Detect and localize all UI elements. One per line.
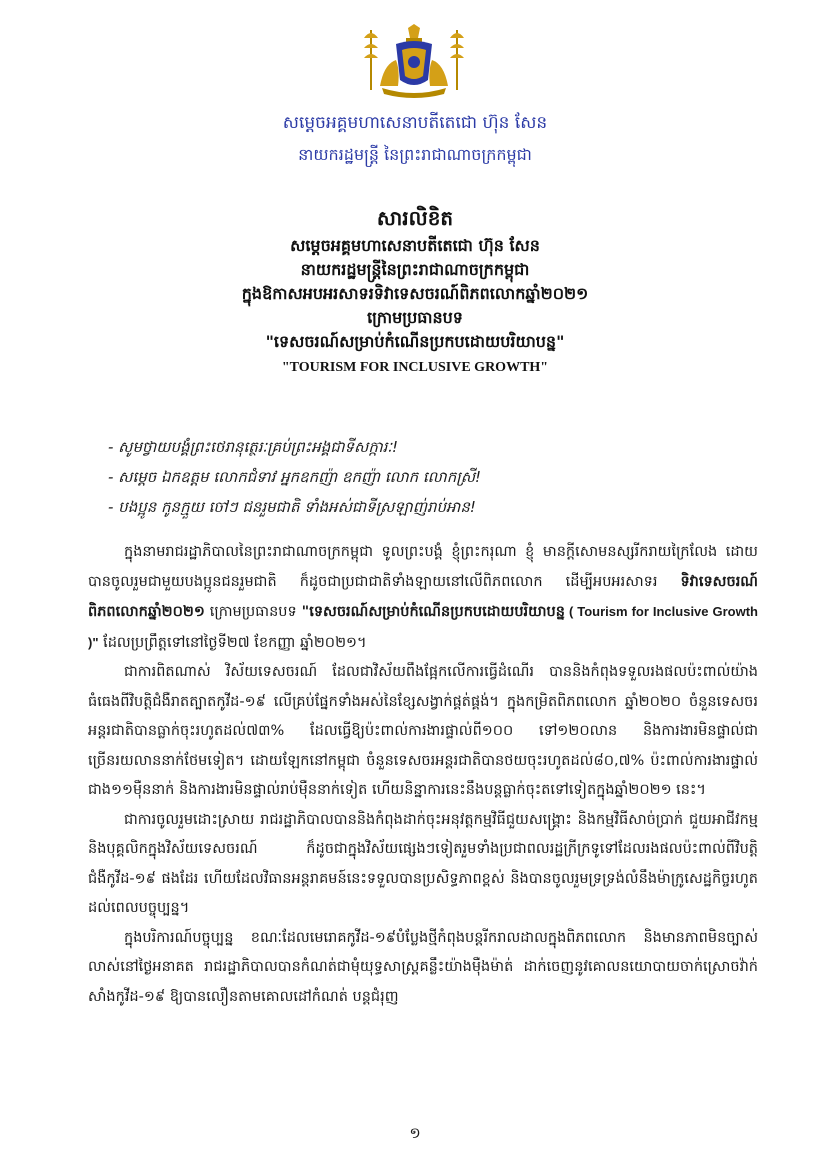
theme-english: "TOURISM FOR INCLUSIVE GROWTH" — [281, 360, 549, 375]
document-type: សារលិខិត — [376, 206, 454, 230]
title-line-2: នាយករដ្ឋមន្ត្រីនៃព្រះរាជាណាចក្រកម្ពុជា — [300, 260, 530, 279]
salutations — [108, 432, 748, 522]
theme-khmer: "ទេសចរណ៍សម្រាប់កំណើនប្រកបដោយបរិយាបន្ន" — [265, 332, 565, 351]
paragraph-1-text: ក្រោមប្រធានបទ — [204, 604, 302, 620]
paragraph-3: ជាការចូលរួមដោះស្រាយ រាជរដ្ឋាភិបាលបាននិងកំពុងដាក់ចុះអនុវត្តកម្មវិធីជួយសង្គ្រោះ និងកម្មវិធីសាច់ប្រាក់ ជួយអាជីវកម្ម និងបុគ្គលិកក្នុងវិស័យទេសចរណ៍ ក៏ដូចជាក្នុងវិស័យផ្សេងៗទៀតរួមទាំងប្រជាពលរដ្ឋក្រីក្រទូទៅដែលរងផលប៉ះពាល់ពីវិបត្តិជំងឺកូវីដ-១៩ ផងដែរ ហើយដែលវិធានអន្តរាគមន៍នេះទទួលបានប្រសិទ្ធភាពខ្ពស់ និងបានចូលរួមទ្រទ្រង់លំនឹងម៉ាក្រូសេដ្ឋកិច្ចរហូតដល់ពេលបច្ចុប្បន្ន។ — [88, 811, 758, 916]
letterhead-office: នាយករដ្ឋមន្ត្រី នៃព្រះរាជាណាចក្រកម្ពុជា — [298, 145, 532, 164]
theme-english-inline: ( Tourism for Inclusive Growth )" — [88, 604, 758, 650]
body-text — [88, 538, 758, 1012]
paragraph-1 — [88, 538, 758, 658]
salutation-line: - សូមថ្វាយបង្គំព្រះថេរានុត្ថេរៈគ្រប់ព្រះអង្គជាទីសក្ការៈ! — [108, 438, 398, 456]
paragraph-2: ជាការពិតណាស់ វិស័យទេសចរណ៍ ដែលជាវិស័យពឹងផ្អែកលើការធ្វើដំណើរ បាននិងកំពុងទទួលរងផលប៉ះពាល់យ៉ាងធំធេងពីវិបត្តិជំងឺរាតត្បាតកូវីដ-១៩ លើគ្រប់ផ្នែកទាំងអស់នៃខ្សែសង្វាក់ផ្គត់ផ្គង់។ ក្នុងកម្រិតពិភពលោក ឆ្នាំ២០២០ ចំនួនទេសចរអន្តរជាតិបានធ្លាក់ចុះរហូតដល់៧៣% ដែលធ្វើឱ្យប៉ះពាល់ការងារផ្ទាល់ពី១០០ ទៅ១២០លាន និងការងារមិនផ្ទាល់ជាច្រើនរយលាននាក់ថែមទៀត។ ដោយឡែកនៅកម្ពុជា ចំនួនទេសចរអន្តរជាតិបានថយចុះរហូតដល់៨០,៧% ប៉ះពាល់ការងារផ្ទាល់ជាង១១ម៉ឺននាក់ និងការងារមិនផ្ទាល់រាប់ម៉ឺននាក់ទៀត ហើយនិន្នាការនេះនឹងបន្តធ្លាក់ចុះតទៅទៀតក្នុងឆ្នាំ២០២១ នេះ។ — [88, 664, 758, 798]
paragraph-1-text: ក្នុងនាមរាជរដ្ឋាភិបាលនៃព្រះរាជាណាចក្រកម្ពុជា ទូលព្រះបង្គំ ខ្ញុំព្រះករុណា ខ្ញុំ មានក្តីសោមនស្សរីករាយក្រៃលែង ដោយបានចូលរួមជាមួយបងប្អូនជនរួមជាតិ ក៏ដូចជាប្រជាជាតិទាំងឡាយនៅលើពិភពលោក ដើម្បីអបអរសាទរ — [88, 544, 758, 590]
paragraph-1-text: ដែលប្រព្រឹត្តទៅនៅថ្ងៃទី២៧ ខែកញ្ញា ឆ្នាំ២០២១។ — [98, 634, 367, 651]
title-block — [110, 202, 720, 378]
page-number: ១ — [409, 1124, 421, 1142]
paragraph-4: ក្នុងបរិការណ៍បច្ចុប្បន្ន ខណៈដែលមេរោគកូវីដ-១៩បំប្លែងថ្មីកំពុងបន្តរីករាលដាលក្នុងពិភពលោក និងមានភាពមិនច្បាស់លាស់នៅថ្ងៃអនាគត រាជរដ្ឋាភិបាលបានកំណត់ជាមុំយុទ្ធសាស្ត្រគន្លឹះយ៉ាងម៉ឺងម៉ាត់ ដាក់ចេញនូវគោលនយោបាយចាក់ស្រោចវ៉ាក់សាំងកូវីដ-១៩ ឱ្យបានលឿនតាមគោលដៅកំណត់ បន្តជំរុញ — [88, 929, 758, 1005]
royal-coat-of-arms-icon — [362, 24, 466, 98]
title-line-3: ក្នុងឱកាសអបអរសាទរទិវាទេសចរណ៍ពិភពលោកឆ្នាំ២០២១ — [241, 284, 589, 303]
salutation-line: - សម្តេច ឯកឧត្តម លោកជំទាវ អ្នកឧកញ៉ា ឧកញ៉ា លោក លោកស្រី! — [108, 468, 482, 486]
letterhead-name: សម្តេចអគ្គមហាសេនាបតីតេជោ ហ៊ុន សែន — [282, 113, 548, 133]
salutation-line: - បងប្អូន កូនក្មួយ ចៅៗ ជនរួមជាតិ ទាំងអស់ជាទីស្រឡាញ់រាប់អាន! — [108, 498, 476, 516]
title-line-1: សម្តេចអគ្គមហាសេនាបតីតេជោ ហ៊ុន សែន — [290, 236, 540, 255]
event-name: ទិវាទេសចរណ៍ពិភពលោកឆ្នាំ២០២១ — [88, 573, 758, 620]
title-line-4: ក្រោមប្រធានបទ — [367, 308, 463, 327]
theme-quote: "ទេសចរណ៍សម្រាប់កំណើនប្រកបដោយបរិយាបន្ន — [301, 604, 565, 620]
